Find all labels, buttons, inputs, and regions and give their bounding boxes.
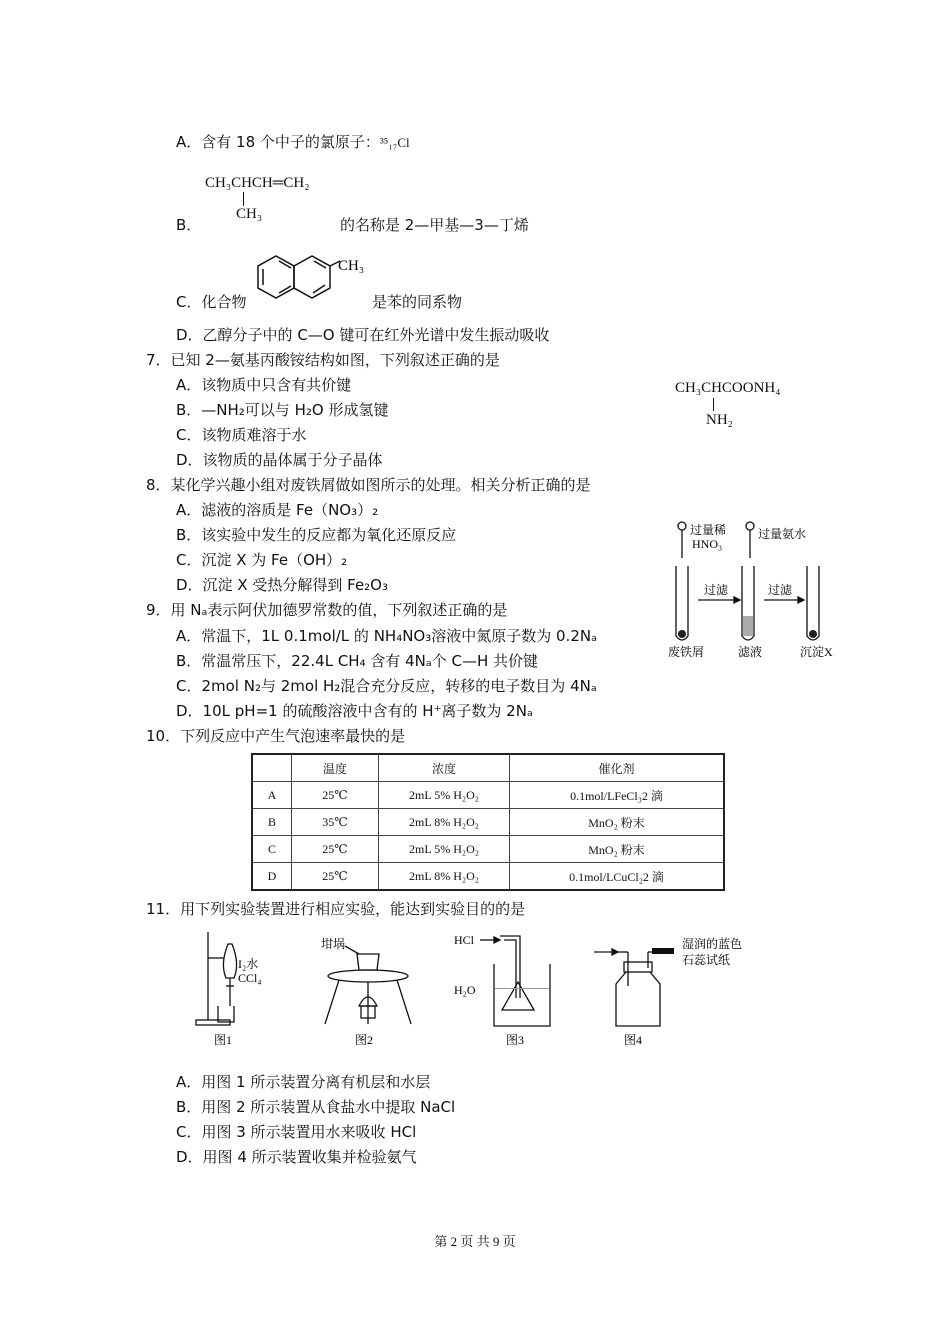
fig1-ccl4-label: CCl₄ <box>238 971 262 985</box>
fig1-iodine-water-label: I₂水 <box>238 957 259 971</box>
fig3-hcl-label: HCl <box>454 933 475 947</box>
q7-main-chain: CH₃CHCOONH₄ <box>675 380 781 396</box>
q7-stem: 7．已知 2—氨基丙酸铵结构如图，下列叙述正确的是 <box>146 351 500 369</box>
fig3-hcl-absorption <box>450 928 560 1048</box>
q11-stem: 11．用下列实验装置进行相应实验，能达到实验目的的是 <box>146 900 526 918</box>
table-cell: 2mL 8% H₂O₂ <box>379 809 510 836</box>
reagent1-label: 过量稀 <box>690 523 727 537</box>
q7-option-d: D．该物质的晶体属于分子晶体 <box>176 451 383 469</box>
table-cell: 2mL 5% H₂O₂ <box>379 836 510 863</box>
q6b-bond <box>243 192 244 206</box>
tube1-label: 废铁屑 <box>668 645 705 659</box>
table-cell: 0.1mol/LCuCl₂2 滴 <box>510 863 725 891</box>
table-header: 浓度 <box>379 754 510 782</box>
fig1-separatory-funnel <box>190 928 280 1048</box>
q7-option-a: A．该物质中只含有共价键 <box>176 376 352 394</box>
iron-scrap-process-diagram <box>668 518 858 663</box>
q8-option-b: B．该实验中发生的反应都为氧化还原反应 <box>176 526 457 544</box>
table-cell: 0.1mol/LFeCl₃2 滴 <box>510 782 725 809</box>
q11-option-c: C．用图 3 所示装置用水来吸收 HCl <box>176 1123 417 1141</box>
q6b-main-chain: CH₃CHCH═CH₂ <box>205 175 310 191</box>
q9-stem: 9．用 Nₐ表示阿伏加德罗常数的值，下列叙述正确的是 <box>146 601 508 619</box>
q7-branch: NH₂ <box>706 412 733 428</box>
reagent1b-label: HNO₃ <box>692 537 723 551</box>
q8-option-d: D．沉淀 X 受热分解得到 Fe₂O₃ <box>176 576 389 594</box>
q9-option-c: C．2mol N₂与 2mol H₂混合充分反应，转移的电子数目为 4Nₐ <box>176 677 597 695</box>
fig4-litmus-label-1: 湿润的蓝色 <box>682 937 743 951</box>
q6-option-c-suffix: 是苯的同系物 <box>372 293 463 311</box>
table-cell: 35℃ <box>292 809 379 836</box>
reaction-rate-table <box>251 753 725 891</box>
table-cell: 2mL 5% H₂O₂ <box>379 782 510 809</box>
q6-option-b-prefix: B． <box>176 216 202 234</box>
fig3-water-label: H₂O <box>454 983 476 997</box>
q7-option-b: B．—NH₂可以与 H₂O 形成氢键 <box>176 401 389 419</box>
q6-option-c-prefix: C．化合物 <box>176 293 247 311</box>
table-header: 催化剂 <box>510 754 725 782</box>
q11-option-a: A．用图 1 所示装置分离有机层和水层 <box>176 1073 431 1091</box>
table-cell: 2mL 8% H₂O₂ <box>379 863 510 891</box>
table-cell: MnO₂ 粉末 <box>510 809 725 836</box>
q7-structure <box>675 380 815 432</box>
fig3-caption: 图3 <box>506 1033 525 1047</box>
table-row <box>252 782 724 809</box>
table-cell: 25℃ <box>292 836 379 863</box>
table-row <box>252 863 724 891</box>
table-cell: MnO₂ 粉末 <box>510 836 725 863</box>
table-header-row <box>252 754 724 782</box>
table-cell: A <box>252 782 292 809</box>
q9-option-d: D．10L pH=1 的硫酸溶液中含有的 H⁺离子数为 2Nₐ <box>176 702 533 720</box>
table-row <box>252 809 724 836</box>
fig2-crucible-label: 坩埚 <box>321 937 346 951</box>
table-cell: 25℃ <box>292 782 379 809</box>
reagent2-label: 过量氨水 <box>758 527 807 541</box>
fig4-litmus-label-2: 石蕊试纸 <box>682 953 731 967</box>
q8-stem: 8．某化学兴趣小组对废铁屑做如图所示的处理。相关分析正确的是 <box>146 476 591 494</box>
q11-option-d: D．用图 4 所示装置收集并检验氨气 <box>176 1148 417 1166</box>
q6-option-b-suffix: 的名称是 2—甲基—3—丁烯 <box>340 216 529 234</box>
q9-option-b: B．常温常压下，22.4L CH₄ 含有 4Nₐ个 C—H 共价键 <box>176 652 539 670</box>
fig4-caption: 图4 <box>624 1033 643 1047</box>
fig2-crucible-heating <box>315 928 415 1048</box>
q8-option-c: C．沉淀 X 为 Fe（OH）₂ <box>176 551 348 569</box>
table-cell: B <box>252 809 292 836</box>
q9-option-a: A．常温下，1L 0.1mol/L 的 NH₄NO₃溶液中氮原子数为 0.2Nₐ <box>176 627 597 645</box>
q6-option-a: A．含有 18 个中子的氯原子：³⁵₁₇Cl <box>176 133 410 151</box>
q6-option-d: D．乙醇分子中的 C—O 键可在红外光谱中发生振动吸收 <box>176 326 550 344</box>
q6b-structure <box>205 175 345 225</box>
table-cell: D <box>252 863 292 891</box>
q7-bond <box>713 398 714 411</box>
table-header <box>252 754 292 782</box>
q11-option-b: B．用图 2 所示装置从食盐水中提取 NaCl <box>176 1098 456 1116</box>
table-row <box>252 836 724 863</box>
fig2-caption: 图2 <box>355 1033 374 1047</box>
q7-option-c: C．该物质难溶于水 <box>176 426 307 444</box>
tube3-label: 沉淀X <box>800 645 833 659</box>
chlorine-isotope-formula: ³⁵₁₇Cl <box>379 135 410 150</box>
fig4-gas-collection <box>590 928 770 1048</box>
q8-option-a: A．滤液的溶质是 Fe（NO₃）₂ <box>176 501 379 519</box>
methyl-substituent: CH₃ <box>338 258 365 274</box>
table-header: 温度 <box>292 754 379 782</box>
table-cell: C <box>252 836 292 863</box>
step1-label: 过滤 <box>704 583 729 597</box>
q6b-branch: CH₃ <box>236 206 263 222</box>
fig1-caption: 图1 <box>214 1033 233 1047</box>
table-cell: 25℃ <box>292 863 379 891</box>
q10-stem: 10．下列反应中产生气泡速率最快的是 <box>146 727 406 745</box>
page-footer: 第 2 页 共 9 页 <box>434 1234 516 1249</box>
tube2-label: 滤液 <box>738 645 763 659</box>
step2-label: 过滤 <box>768 583 793 597</box>
methylnaphthalene-structure <box>252 250 370 308</box>
